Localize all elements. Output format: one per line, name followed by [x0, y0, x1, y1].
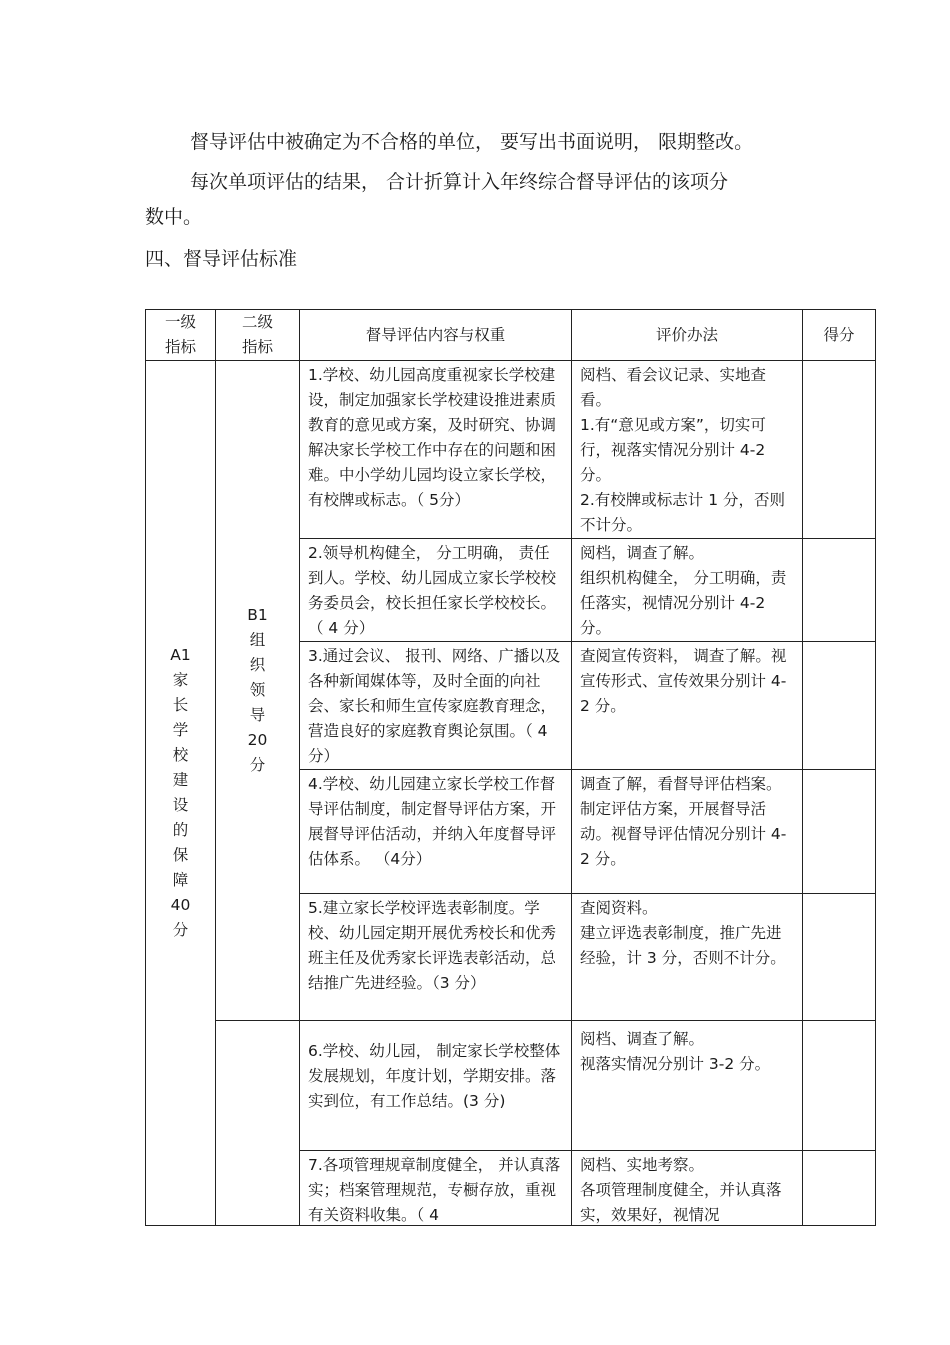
content-cell: 7.各项管理规章制度健全， 并认真落实；档案管理规范，专橱存放，重视有关资料收集。（ 4	[300, 1151, 572, 1226]
score-cell[interactable]	[803, 770, 876, 894]
paragraph-rectification: 督导评估中被确定为不合格的单位， 要写出书面说明， 限期整改。	[190, 131, 754, 153]
table-header-row	[146, 310, 876, 361]
evaluation-standards-table	[145, 309, 876, 1226]
table-row	[146, 361, 876, 539]
level2-empty-cell	[216, 1021, 300, 1226]
method-cell: 查阅资料。 建立评选表彰制度，推广先进经验，计 3 分，否则不计分。	[572, 894, 803, 1021]
score-cell[interactable]	[803, 1151, 876, 1226]
paragraph-result-line1: 每次单项评估的结果， 合计折算计入年终综合督导评估的该项分	[190, 171, 729, 193]
header-method: 评价办法	[572, 310, 803, 361]
section-heading: 四、督导评估标准	[145, 248, 298, 270]
method-cell: 阅档、调查了解。 视落实情况分别计 3-2 分。	[572, 1021, 803, 1151]
method-cell: 调查了解，看督导评估档案。 制定评估方案，开展督导活动。视督导评估情况分别计 4-2 分。	[572, 770, 803, 894]
level1-a1-label: A1 家 长 学 校 建 设 的 保 障 40 分	[170, 646, 191, 939]
level1-a1-cell	[146, 361, 216, 1226]
content-cell: 6.学校、幼儿园， 制定家长学校整体发展规划，年度计划，学期安排。落实到位，有工作总结。(3 分)	[300, 1021, 572, 1151]
method-cell: 阅档、实地考察。 各项管理制度健全，并认真落实，效果好，视情况	[572, 1151, 803, 1226]
content-cell: 1.学校、幼儿园高度重视家长学校建设，制定加强家长学校建设推进素质教育的意见或方案，及时研究、协调解决家长学校工作中存在的问题和困难。中小学幼儿园均设立家长学校，有校牌或标志。（ 5分）	[300, 361, 572, 539]
score-cell[interactable]	[803, 642, 876, 770]
header-score: 得分	[803, 310, 876, 361]
content-cell: 3.通过会议、 报刊、网络、广播以及各种新闻媒体等，及时全面的向社会、家长和师生宣传家庭教育理念，营造良好的家庭教育舆论氛围。（ 4 分）	[300, 642, 572, 770]
score-cell[interactable]	[803, 361, 876, 539]
content-cell: 5.建立家长学校评选表彰制度。学校、幼儿园定期开展优秀校长和优秀班主任及优秀家长评选表彰活动，总结推广先进经验。（3 分）	[300, 894, 572, 1021]
score-cell[interactable]	[803, 894, 876, 1021]
level2-b1-label: B1 组 织 领 导 20 分	[247, 606, 268, 774]
method-cell: 阅档，调查了解。 组织机构健全， 分工明确，责任落实，视情况分别计 4-2 分。	[572, 539, 803, 642]
method-cell: 查阅宣传资料， 调查了解。视宣传形式、宣传效果分别计 4-2 分。	[572, 642, 803, 770]
paragraph-result-line2: 数中。	[145, 206, 203, 228]
table-row	[146, 1021, 876, 1151]
level2-b1-cell	[216, 361, 300, 1021]
content-cell: 4.学校、幼儿园建立家长学校工作督导评估制度，制定督导评估方案，开展督导评估活动，并纳入年度督导评估体系。 （4分）	[300, 770, 572, 894]
score-cell[interactable]	[803, 1021, 876, 1151]
method-cell: 阅档、看会议记录、实地查看。 1.有“意见或方案”，切实可行，视落实情况分别计 4-2 分。 2.有校牌或标志计 1 分，否则不计分。	[572, 361, 803, 539]
content-cell: 2.领导机构健全， 分工明确， 责任到人。学校、幼儿园成立家长学校校务委员会，校长担任家长学校校长。（ 4 分）	[300, 539, 572, 642]
header-content: 督导评估内容与权重	[300, 310, 572, 361]
header-level1: 一级 指标	[146, 310, 216, 361]
score-cell[interactable]	[803, 539, 876, 642]
header-level2: 二级 指标	[216, 310, 300, 361]
